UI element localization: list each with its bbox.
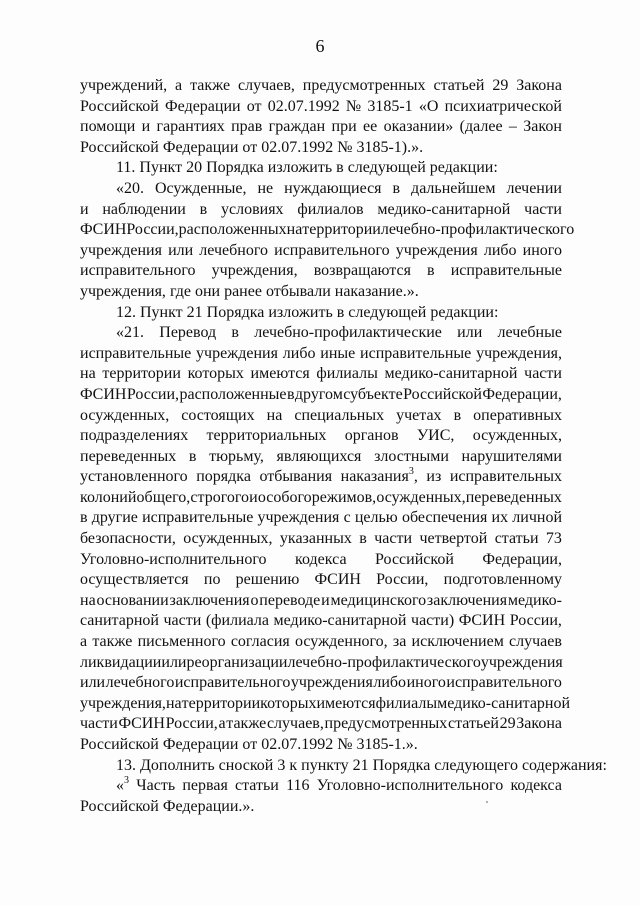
word: к <box>289 756 298 774</box>
text-line <box>80 282 562 303</box>
word: специальных <box>294 406 385 424</box>
word: санитарной <box>80 612 159 630</box>
word: УИС, <box>416 427 455 445</box>
word: лечебно-профилактические <box>254 324 442 342</box>
word: Федерации <box>162 736 239 753</box>
page-number: 6 <box>315 36 325 56</box>
word: содержания: <box>521 756 607 774</box>
word: лечебные <box>497 324 562 342</box>
text-line <box>80 364 562 385</box>
word: осужденного, <box>295 633 388 651</box>
word: колоний <box>80 488 137 506</box>
word: строгого <box>190 488 250 506</box>
word: учреждения, <box>80 282 166 300</box>
word: Федерации <box>165 97 241 115</box>
word: Федерации.». <box>162 797 255 815</box>
word: части <box>80 715 118 733</box>
word: 3185-1 <box>367 97 413 115</box>
text-line <box>80 735 562 756</box>
word: осужденных, <box>183 530 273 548</box>
word: случаев, <box>237 77 295 94</box>
word: лечебного <box>199 241 268 259</box>
word: ФСИН <box>458 612 506 630</box>
word: режимов, <box>311 488 377 506</box>
word: редакции: <box>430 303 499 321</box>
word: Дополнить <box>140 756 215 774</box>
word: учреждения <box>196 344 278 362</box>
word: в <box>392 179 401 197</box>
word: Федерации, <box>482 385 562 403</box>
word: Уголовно-исполнительного <box>316 777 504 795</box>
word: письменного <box>137 633 226 651</box>
word: за <box>392 633 407 651</box>
word: которых <box>260 694 317 712</box>
word: 12. <box>116 303 136 321</box>
footnote-marker: 3 <box>124 775 129 787</box>
text-line <box>80 76 562 97</box>
text-line <box>80 200 562 221</box>
word: медико-санитарной <box>437 694 571 712</box>
text-line <box>80 344 562 365</box>
word: Осужденные, <box>154 179 247 197</box>
word: кодекса <box>510 777 562 795</box>
word: случаев <box>509 633 562 651</box>
word: на <box>80 591 96 609</box>
word: также <box>190 77 231 94</box>
word: от <box>242 138 258 156</box>
word: учреждения, <box>211 262 298 280</box>
word: и <box>249 488 258 506</box>
word: в <box>80 509 88 527</box>
text-line <box>80 447 562 468</box>
word: имеются <box>316 694 376 712</box>
word: пункту <box>301 756 349 774</box>
word: органов <box>344 427 399 445</box>
text-line <box>80 673 562 694</box>
word: основании <box>96 591 169 609</box>
word: ФСИН <box>80 385 127 403</box>
word: части <box>524 200 562 218</box>
word: указанных <box>279 530 352 548</box>
word: в <box>336 159 344 177</box>
word: филиалы <box>316 365 378 383</box>
word: учреждения, <box>476 344 562 362</box>
text-line <box>80 261 562 282</box>
word: осужденных, <box>80 406 170 424</box>
word: осуществляется <box>80 571 189 589</box>
word: также <box>226 715 267 733</box>
word: учреждения <box>395 241 478 259</box>
word: учреждения <box>257 509 340 527</box>
word: филиалы <box>375 694 438 712</box>
word: установленного <box>80 468 188 486</box>
word: иного <box>522 241 562 259</box>
text-line <box>80 220 575 241</box>
word: следующей <box>347 159 426 177</box>
word: Перевод <box>159 324 217 342</box>
text-line <box>80 385 562 406</box>
word: граждан <box>268 118 326 136</box>
text-line <box>80 714 562 735</box>
word: они <box>194 282 221 300</box>
word: реорганизации <box>186 653 288 671</box>
word: исправительные <box>360 344 472 362</box>
word: предусмотренных <box>302 77 426 94</box>
word: психиатрической <box>444 97 562 115</box>
text-line <box>80 756 607 777</box>
word: или <box>457 324 483 342</box>
word: осужденных, <box>376 488 466 506</box>
word: Российской <box>80 97 159 115</box>
word: в <box>199 200 208 218</box>
text-line <box>80 467 562 488</box>
word: Закона <box>516 77 562 94</box>
word: исправительные <box>450 262 562 280</box>
word: № <box>337 736 353 753</box>
word: их <box>491 509 509 527</box>
word: «21. <box>116 324 144 342</box>
word: учетах <box>396 406 442 424</box>
word: в <box>359 530 367 548</box>
word: исключением <box>411 633 504 651</box>
word: Российской <box>80 138 159 156</box>
text-line <box>80 632 562 653</box>
word: являющихся <box>276 447 362 465</box>
text-line <box>80 508 562 529</box>
word: оперативных <box>473 406 562 424</box>
word: в <box>427 262 435 280</box>
word: статьи <box>235 777 279 795</box>
word: другом <box>294 385 343 403</box>
word: отбывали <box>265 282 331 300</box>
word: № <box>345 97 362 115</box>
word: первая <box>182 777 228 795</box>
word: где <box>169 282 191 300</box>
word: территории <box>181 694 261 712</box>
word: безопасности, <box>80 530 176 548</box>
word: иные <box>320 344 356 362</box>
word: субъекте <box>343 385 403 403</box>
word: тюрьму, <box>209 447 264 465</box>
word: также <box>92 633 133 651</box>
word: переводе <box>259 591 321 609</box>
word: обеспечения <box>401 509 488 527</box>
word: имеются <box>250 365 310 383</box>
text-line <box>80 241 562 262</box>
word: или <box>161 653 187 671</box>
word: общего, <box>136 488 191 506</box>
word: 02.07.1992 <box>261 736 334 753</box>
word: 11. <box>116 159 136 177</box>
word: Пункт <box>139 159 183 177</box>
word: либо <box>282 344 316 362</box>
word: 3 <box>277 756 286 774</box>
word: наказание.». <box>334 282 419 300</box>
word: порядка <box>196 468 251 486</box>
word: территориальных <box>206 427 327 445</box>
text-line <box>80 611 562 632</box>
text-line <box>80 653 562 674</box>
word: (филиала <box>205 612 269 630</box>
word: медицинского <box>330 591 427 609</box>
word: Российской <box>403 385 482 403</box>
word: переведенных <box>465 488 562 506</box>
word: с <box>343 509 351 527</box>
word: лечении <box>506 179 562 197</box>
word: нуждающиеся <box>284 179 382 197</box>
word: отбывания <box>259 468 333 486</box>
word: нарушителями <box>461 447 562 465</box>
word: Пункт <box>140 303 183 321</box>
text-line <box>80 488 562 509</box>
word: исправительного <box>274 241 390 259</box>
word: в <box>453 406 462 424</box>
word: Порядка <box>372 756 431 774</box>
word: согласия <box>230 633 290 651</box>
word: медико-санитарной <box>273 612 407 630</box>
text-line <box>80 529 562 550</box>
word: Закона <box>516 715 562 733</box>
word: либо <box>483 241 517 259</box>
word: 3185-1.». <box>356 736 418 753</box>
word: подразделениях <box>80 427 189 445</box>
word: о <box>250 591 259 609</box>
word: Порядка <box>206 159 264 177</box>
word: и <box>80 200 89 218</box>
word: России, <box>376 571 429 589</box>
word: целью <box>354 509 398 527</box>
text-line <box>80 776 562 797</box>
word: в <box>336 303 345 321</box>
word: исправительные <box>80 344 192 362</box>
word: 21 <box>186 303 203 321</box>
word: возвращаются <box>313 262 411 280</box>
word: условиях <box>220 200 284 218</box>
word: и <box>141 118 151 136</box>
word: Порядка <box>206 303 265 321</box>
word: при <box>331 118 357 136</box>
word: в <box>286 385 295 403</box>
footnote-marker: 3 <box>408 466 414 478</box>
word: «$^3$ <box>116 775 129 795</box>
word: от <box>242 736 258 753</box>
word: ранее <box>224 282 262 300</box>
text-line <box>80 591 562 612</box>
word: иного <box>406 674 446 692</box>
word: лечебно-профилактического <box>380 221 575 239</box>
word: предусмотренных <box>324 715 448 733</box>
word: 13. <box>116 756 136 774</box>
word: Федерации <box>162 138 239 156</box>
word: 02.07.1992 <box>261 138 334 156</box>
word: учреждения <box>480 653 563 671</box>
word: медико- <box>507 591 562 609</box>
word: изложить <box>267 159 333 177</box>
word: состоящих <box>181 406 255 424</box>
word: из <box>426 468 442 486</box>
word: помощи <box>80 118 136 136</box>
word: 21 <box>352 756 369 774</box>
scan-speck <box>486 801 488 803</box>
word: личной <box>512 509 562 527</box>
word: учреждений, <box>80 77 168 94</box>
word: редакции: <box>429 159 498 177</box>
word: России, <box>509 612 562 630</box>
word: Закон <box>523 118 562 136</box>
word: расположенных <box>178 221 287 239</box>
text-line <box>80 797 562 818</box>
word: 116 <box>286 777 310 795</box>
text-line <box>80 117 562 138</box>
word: исправительные <box>142 509 254 527</box>
word: исправительных <box>449 468 562 486</box>
word: а <box>218 715 226 733</box>
word: учреждения, <box>80 694 166 712</box>
word: ликвидации <box>80 653 162 671</box>
word: 73 <box>545 530 562 548</box>
word: статьи <box>494 530 539 548</box>
word: Российской <box>375 550 454 568</box>
text-line <box>80 406 562 427</box>
text-line <box>80 97 562 118</box>
word: медико-санитарной <box>377 200 511 218</box>
word: ФСИН <box>80 221 127 239</box>
document-body <box>80 76 607 817</box>
word: территории <box>102 365 181 383</box>
word: и <box>321 591 330 609</box>
word: 29 <box>492 77 509 94</box>
word: Российской <box>80 797 159 815</box>
text-line <box>80 303 562 324</box>
word: учреждения <box>80 241 162 259</box>
word: исправительного <box>446 674 562 692</box>
word: (далее <box>459 118 503 136</box>
word: решению <box>235 571 300 589</box>
word: или <box>80 674 106 692</box>
text-line <box>80 426 562 447</box>
word: «О <box>418 97 439 115</box>
word: особого <box>257 488 312 506</box>
word: на <box>286 221 303 239</box>
word: Федерации, <box>482 550 562 568</box>
word: на <box>266 406 283 424</box>
word: филиалов <box>297 200 364 218</box>
word: ее <box>363 118 378 136</box>
word: России, <box>126 221 179 239</box>
text-line <box>80 158 562 179</box>
word: 02.07.1992 <box>267 97 340 115</box>
word: а <box>80 633 88 651</box>
word: сноской <box>218 756 274 774</box>
word: Российской <box>80 736 159 753</box>
word: не <box>257 179 274 197</box>
word: по <box>203 571 221 589</box>
word: кодекса <box>295 550 347 568</box>
word: лечебно-профилактического <box>287 653 481 671</box>
word: заключения <box>169 591 250 609</box>
word: медико-санитарной <box>384 365 518 383</box>
word: в <box>188 447 197 465</box>
word: статьей <box>447 715 499 733</box>
word: ФСИН <box>314 571 361 589</box>
word: наказания$^3$, <box>340 466 418 486</box>
text-line <box>80 694 571 715</box>
word: изложить <box>268 303 333 321</box>
word: 20 <box>186 159 203 177</box>
text-line <box>80 323 562 344</box>
word: случаев, <box>266 715 324 733</box>
word: которых <box>187 365 244 383</box>
word: подготовленному <box>443 571 562 589</box>
word: Уголовно-исполнительного <box>80 550 267 568</box>
word: расположенные <box>179 385 287 403</box>
word: дальнейшем <box>411 179 496 197</box>
word: части <box>163 612 202 630</box>
word: части) <box>411 612 455 630</box>
word: в <box>231 324 239 342</box>
word: 29 <box>499 715 516 733</box>
word: лечебного <box>105 674 175 692</box>
word: части <box>374 530 413 548</box>
word: № <box>337 138 353 156</box>
word: Часть <box>136 777 176 795</box>
word: 3185-1).». <box>356 138 424 156</box>
word: статьей <box>433 77 485 94</box>
word: злостными <box>374 447 449 465</box>
text-line <box>80 138 562 159</box>
word: переведенных <box>80 447 177 465</box>
word: на <box>165 694 182 712</box>
word: России, <box>126 385 180 403</box>
text-line <box>80 570 562 591</box>
word: четвертой <box>419 530 488 548</box>
word: России, <box>165 715 218 733</box>
word: следующего <box>434 756 518 774</box>
word: осужденных, <box>472 427 562 445</box>
word: либо <box>373 674 407 692</box>
text-line <box>80 179 562 200</box>
text-line <box>80 550 562 571</box>
word: гарантиях <box>156 118 225 136</box>
word: части <box>524 365 562 383</box>
word: «20. <box>116 179 144 197</box>
word: оказании» <box>383 118 454 136</box>
word: – <box>508 118 517 136</box>
word: на <box>80 365 96 383</box>
word: заключения <box>426 591 508 609</box>
word: от <box>246 97 262 115</box>
word: другие <box>91 509 138 527</box>
word: учреждения <box>290 674 373 692</box>
word: исправительного <box>174 674 291 692</box>
word: территории <box>302 221 381 239</box>
word: или <box>168 241 194 259</box>
word: наблюдении <box>102 200 186 218</box>
word: исправительного <box>80 262 196 280</box>
word: а <box>175 77 183 94</box>
word: прав <box>231 118 263 136</box>
word: ФСИН <box>118 715 165 733</box>
word: следующей <box>348 303 427 321</box>
